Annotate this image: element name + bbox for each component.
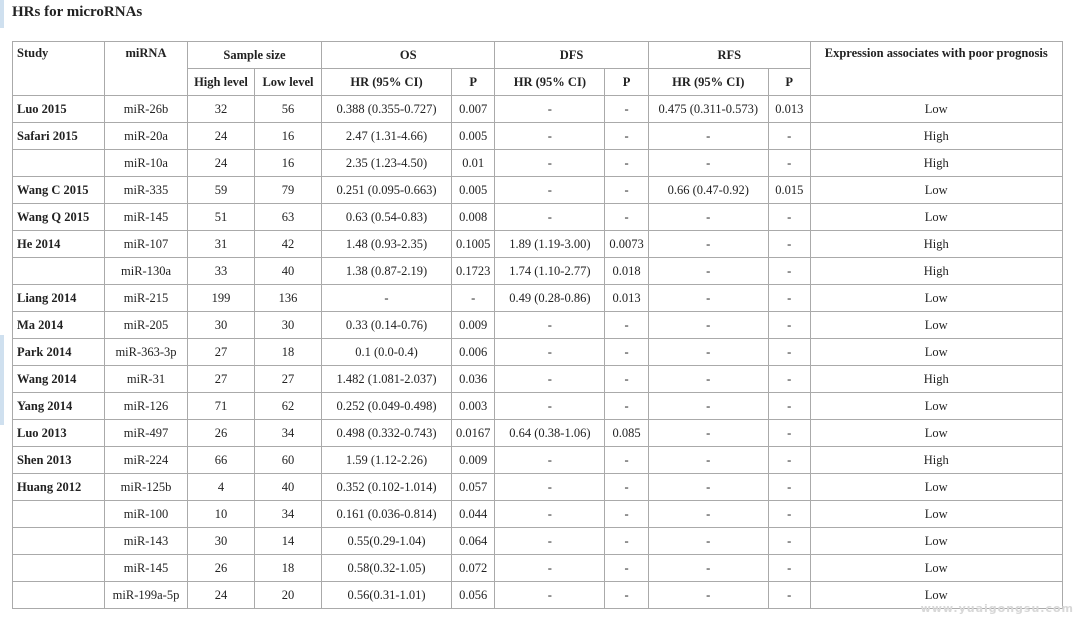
cell-dfs-p: -	[605, 366, 648, 393]
cell-rfs-hr: -	[648, 555, 768, 582]
cell-rfs-p: -	[768, 204, 810, 231]
cell-os-p: 0.072	[452, 555, 495, 582]
cell-study: Wang Q 2015	[13, 204, 105, 231]
cell-low-level: 18	[255, 555, 322, 582]
cell-study: He 2014	[13, 231, 105, 258]
cell-high-level: 26	[188, 420, 255, 447]
side-margin-mark	[0, 335, 4, 425]
cell-rfs-hr: -	[648, 339, 768, 366]
cell-high-level: 51	[188, 204, 255, 231]
cell-low-level: 42	[255, 231, 322, 258]
cell-rfs-p: -	[768, 366, 810, 393]
cell-study: Yang 2014	[13, 393, 105, 420]
cell-low-level: 18	[255, 339, 322, 366]
cell-high-level: 30	[188, 312, 255, 339]
table-row	[13, 366, 1063, 393]
cell-rfs-hr: -	[648, 258, 768, 285]
cell-mirna: miR-31	[105, 366, 188, 393]
cell-os-hr: 0.498 (0.332-0.743)	[322, 420, 452, 447]
cell-expression: Low	[810, 393, 1062, 420]
cell-rfs-p: -	[768, 339, 810, 366]
cell-low-level: 136	[255, 285, 322, 312]
cell-study: Liang 2014	[13, 285, 105, 312]
cell-high-level: 31	[188, 231, 255, 258]
cell-expression: Low	[810, 177, 1062, 204]
cell-dfs-hr: -	[495, 96, 605, 123]
cell-high-level: 66	[188, 447, 255, 474]
table-row	[13, 204, 1063, 231]
cell-high-level: 32	[188, 96, 255, 123]
cell-dfs-p: -	[605, 501, 648, 528]
cell-rfs-p: 0.013	[768, 96, 810, 123]
cell-os-p: 0.1005	[452, 231, 495, 258]
cell-mirna: miR-10a	[105, 150, 188, 177]
header-dfs: DFS	[495, 42, 648, 69]
cell-rfs-hr: -	[648, 285, 768, 312]
cell-dfs-p: -	[605, 393, 648, 420]
header-expression: Expression associates with poor prognosis	[810, 42, 1062, 96]
cell-rfs-hr: -	[648, 123, 768, 150]
cell-rfs-hr: -	[648, 204, 768, 231]
cell-mirna: miR-215	[105, 285, 188, 312]
table-row	[13, 582, 1063, 609]
cell-rfs-p: -	[768, 528, 810, 555]
cell-high-level: 10	[188, 501, 255, 528]
cell-rfs-hr: -	[648, 393, 768, 420]
header-sample-size: Sample size	[188, 42, 322, 69]
cell-dfs-hr: -	[495, 555, 605, 582]
cell-low-level: 14	[255, 528, 322, 555]
header-rfs: RFS	[648, 42, 810, 69]
table-row	[13, 447, 1063, 474]
cell-low-level: 40	[255, 258, 322, 285]
cell-study: Huang 2012	[13, 474, 105, 501]
cell-rfs-p: -	[768, 258, 810, 285]
cell-study: Wang 2014	[13, 366, 105, 393]
header-dfs-p: P	[605, 69, 648, 96]
cell-expression: Low	[810, 501, 1062, 528]
cell-dfs-hr: -	[495, 447, 605, 474]
cell-os-hr: 0.161 (0.036-0.814)	[322, 501, 452, 528]
cell-os-hr: 0.252 (0.049-0.498)	[322, 393, 452, 420]
cell-dfs-hr: -	[495, 312, 605, 339]
cell-dfs-p: 0.085	[605, 420, 648, 447]
cell-mirna: miR-363-3p	[105, 339, 188, 366]
cell-dfs-hr: -	[495, 474, 605, 501]
cell-study: Luo 2015	[13, 96, 105, 123]
cell-os-p: 0.0167	[452, 420, 495, 447]
cell-dfs-p: -	[605, 150, 648, 177]
cell-os-p: 0.1723	[452, 258, 495, 285]
cell-study: Ma 2014	[13, 312, 105, 339]
cell-low-level: 30	[255, 312, 322, 339]
cell-rfs-hr: -	[648, 447, 768, 474]
cell-study: Shen 2013	[13, 447, 105, 474]
table-row	[13, 258, 1063, 285]
cell-os-p: 0.064	[452, 528, 495, 555]
cell-dfs-hr: 1.89 (1.19-3.00)	[495, 231, 605, 258]
cell-os-p: 0.005	[452, 123, 495, 150]
cell-dfs-p: -	[605, 528, 648, 555]
cell-high-level: 27	[188, 339, 255, 366]
cell-high-level: 24	[188, 150, 255, 177]
cell-rfs-hr: 0.66 (0.47-0.92)	[648, 177, 768, 204]
header-study: Study	[13, 42, 105, 96]
cell-rfs-p: -	[768, 285, 810, 312]
table-row	[13, 123, 1063, 150]
table-row	[13, 285, 1063, 312]
cell-expression: High	[810, 150, 1062, 177]
cell-expression: High	[810, 366, 1062, 393]
cell-study	[13, 150, 105, 177]
table-row	[13, 555, 1063, 582]
cell-low-level: 34	[255, 420, 322, 447]
cell-expression: Low	[810, 285, 1062, 312]
table-row	[13, 177, 1063, 204]
cell-mirna: miR-143	[105, 528, 188, 555]
header-row-1	[13, 42, 1063, 69]
cell-expression: Low	[810, 528, 1062, 555]
cell-os-hr: 0.1 (0.0-0.4)	[322, 339, 452, 366]
cell-study	[13, 501, 105, 528]
cell-high-level: 71	[188, 393, 255, 420]
cell-low-level: 60	[255, 447, 322, 474]
cell-os-p: 0.01	[452, 150, 495, 177]
table-row	[13, 150, 1063, 177]
header-os: OS	[322, 42, 495, 69]
cell-study	[13, 258, 105, 285]
cell-study: Wang C 2015	[13, 177, 105, 204]
cell-expression: Low	[810, 555, 1062, 582]
cell-os-p: 0.006	[452, 339, 495, 366]
cell-os-hr: -	[322, 285, 452, 312]
header-os-p: P	[452, 69, 495, 96]
cell-low-level: 56	[255, 96, 322, 123]
cell-os-p: 0.008	[452, 204, 495, 231]
cell-os-hr: 0.352 (0.102-1.014)	[322, 474, 452, 501]
cell-low-level: 62	[255, 393, 322, 420]
table-row	[13, 339, 1063, 366]
cell-rfs-hr: -	[648, 501, 768, 528]
table-row	[13, 96, 1063, 123]
cell-expression: Low	[810, 420, 1062, 447]
cell-dfs-hr: -	[495, 501, 605, 528]
cell-rfs-hr: -	[648, 150, 768, 177]
cell-os-p: 0.036	[452, 366, 495, 393]
cell-mirna: miR-26b	[105, 96, 188, 123]
cell-dfs-hr: -	[495, 204, 605, 231]
cell-dfs-p: 0.013	[605, 285, 648, 312]
cell-dfs-hr: -	[495, 528, 605, 555]
cell-os-hr: 2.47 (1.31-4.66)	[322, 123, 452, 150]
cell-os-p: 0.056	[452, 582, 495, 609]
cell-os-hr: 2.35 (1.23-4.50)	[322, 150, 452, 177]
cell-expression: Low	[810, 474, 1062, 501]
cell-os-p: 0.057	[452, 474, 495, 501]
cell-rfs-hr: -	[648, 528, 768, 555]
cell-expression: High	[810, 447, 1062, 474]
cell-study	[13, 555, 105, 582]
cell-os-hr: 1.38 (0.87-2.19)	[322, 258, 452, 285]
cell-low-level: 16	[255, 150, 322, 177]
cell-dfs-hr: -	[495, 582, 605, 609]
cell-high-level: 59	[188, 177, 255, 204]
cell-dfs-p: 0.0073	[605, 231, 648, 258]
cell-mirna: miR-126	[105, 393, 188, 420]
cell-dfs-hr: -	[495, 177, 605, 204]
header-high-level: High level	[188, 69, 255, 96]
cell-os-hr: 0.58(0.32-1.05)	[322, 555, 452, 582]
header-low-level: Low level	[255, 69, 322, 96]
cell-rfs-p: -	[768, 447, 810, 474]
cell-dfs-p: -	[605, 339, 648, 366]
cell-rfs-p: -	[768, 501, 810, 528]
cell-high-level: 26	[188, 555, 255, 582]
cell-rfs-hr: -	[648, 474, 768, 501]
cell-high-level: 24	[188, 123, 255, 150]
cell-os-hr: 0.63 (0.54-0.83)	[322, 204, 452, 231]
cell-mirna: miR-497	[105, 420, 188, 447]
cell-rfs-hr: 0.475 (0.311-0.573)	[648, 96, 768, 123]
cell-rfs-hr: -	[648, 231, 768, 258]
cell-low-level: 63	[255, 204, 322, 231]
cell-dfs-hr: -	[495, 123, 605, 150]
cell-high-level: 199	[188, 285, 255, 312]
cell-rfs-hr: -	[648, 366, 768, 393]
cell-rfs-p: -	[768, 123, 810, 150]
header-dfs-hr: HR (95% CI)	[495, 69, 605, 96]
cell-dfs-p: 0.018	[605, 258, 648, 285]
cell-mirna: miR-20a	[105, 123, 188, 150]
cell-os-hr: 1.482 (1.081-2.037)	[322, 366, 452, 393]
cell-low-level: 40	[255, 474, 322, 501]
header-mirna: miRNA	[105, 42, 188, 96]
cell-rfs-p: -	[768, 150, 810, 177]
cell-os-hr: 0.33 (0.14-0.76)	[322, 312, 452, 339]
cell-high-level: 4	[188, 474, 255, 501]
cell-dfs-p: -	[605, 177, 648, 204]
cell-dfs-hr: 1.74 (1.10-2.77)	[495, 258, 605, 285]
cell-rfs-p: 0.015	[768, 177, 810, 204]
cell-mirna: miR-130a	[105, 258, 188, 285]
cell-low-level: 79	[255, 177, 322, 204]
cell-rfs-p: -	[768, 393, 810, 420]
cell-dfs-p: -	[605, 123, 648, 150]
cell-os-p: 0.044	[452, 501, 495, 528]
cell-expression: Low	[810, 582, 1062, 609]
cell-mirna: miR-125b	[105, 474, 188, 501]
cell-study: Safari 2015	[13, 123, 105, 150]
cell-study	[13, 528, 105, 555]
cell-dfs-p: -	[605, 474, 648, 501]
cell-os-hr: 0.55(0.29-1.04)	[322, 528, 452, 555]
cell-high-level: 30	[188, 528, 255, 555]
cell-dfs-p: -	[605, 96, 648, 123]
cell-mirna: miR-224	[105, 447, 188, 474]
cell-high-level: 33	[188, 258, 255, 285]
cell-mirna: miR-199a-5p	[105, 582, 188, 609]
cell-mirna: miR-205	[105, 312, 188, 339]
cell-expression: High	[810, 231, 1062, 258]
table-body	[13, 96, 1063, 609]
cell-os-p: -	[452, 285, 495, 312]
cell-study: Park 2014	[13, 339, 105, 366]
cell-rfs-hr: -	[648, 312, 768, 339]
cell-os-p: 0.009	[452, 447, 495, 474]
cell-expression: High	[810, 258, 1062, 285]
cell-rfs-p: -	[768, 420, 810, 447]
cell-high-level: 27	[188, 366, 255, 393]
cell-rfs-p: -	[768, 555, 810, 582]
cell-rfs-hr: -	[648, 582, 768, 609]
cell-rfs-hr: -	[648, 420, 768, 447]
cell-dfs-p: -	[605, 204, 648, 231]
side-margin-mark	[0, 0, 4, 28]
table-row	[13, 231, 1063, 258]
cell-study: Luo 2013	[13, 420, 105, 447]
cell-rfs-p: -	[768, 582, 810, 609]
table-row	[13, 528, 1063, 555]
page-title: HRs for microRNAs	[12, 4, 143, 20]
cell-rfs-p: -	[768, 312, 810, 339]
cell-dfs-p: -	[605, 555, 648, 582]
cell-low-level: 16	[255, 123, 322, 150]
cell-mirna: miR-145	[105, 555, 188, 582]
cell-rfs-p: -	[768, 474, 810, 501]
cell-dfs-hr: 0.64 (0.38-1.06)	[495, 420, 605, 447]
cell-study	[13, 582, 105, 609]
watermark: www.yuaigongsu.com	[920, 602, 1074, 615]
cell-dfs-hr: -	[495, 393, 605, 420]
cell-low-level: 34	[255, 501, 322, 528]
cell-high-level: 24	[188, 582, 255, 609]
cell-os-hr: 1.59 (1.12-2.26)	[322, 447, 452, 474]
table-row	[13, 420, 1063, 447]
cell-expression: Low	[810, 204, 1062, 231]
cell-mirna: miR-335	[105, 177, 188, 204]
cell-expression: Low	[810, 339, 1062, 366]
cell-dfs-hr: -	[495, 366, 605, 393]
cell-expression: Low	[810, 312, 1062, 339]
cell-low-level: 20	[255, 582, 322, 609]
cell-dfs-p: -	[605, 447, 648, 474]
header-os-hr: HR (95% CI)	[322, 69, 452, 96]
cell-dfs-p: -	[605, 582, 648, 609]
cell-mirna: miR-107	[105, 231, 188, 258]
cell-dfs-hr: -	[495, 339, 605, 366]
cell-mirna: miR-100	[105, 501, 188, 528]
cell-mirna: miR-145	[105, 204, 188, 231]
cell-rfs-p: -	[768, 231, 810, 258]
cell-os-p: 0.003	[452, 393, 495, 420]
cell-os-hr: 0.251 (0.095-0.663)	[322, 177, 452, 204]
cell-expression: High	[810, 123, 1062, 150]
hr-table	[12, 41, 1063, 609]
cell-os-hr: 0.56(0.31-1.01)	[322, 582, 452, 609]
cell-os-p: 0.007	[452, 96, 495, 123]
cell-expression: Low	[810, 96, 1062, 123]
table-row	[13, 393, 1063, 420]
cell-os-p: 0.005	[452, 177, 495, 204]
table-row	[13, 474, 1063, 501]
cell-dfs-p: -	[605, 312, 648, 339]
cell-dfs-hr: 0.49 (0.28-0.86)	[495, 285, 605, 312]
table-row	[13, 501, 1063, 528]
header-rfs-p: P	[768, 69, 810, 96]
cell-os-hr: 1.48 (0.93-2.35)	[322, 231, 452, 258]
header-rfs-hr: HR (95% CI)	[648, 69, 768, 96]
cell-os-hr: 0.388 (0.355-0.727)	[322, 96, 452, 123]
table-row	[13, 312, 1063, 339]
cell-low-level: 27	[255, 366, 322, 393]
cell-dfs-hr: -	[495, 150, 605, 177]
cell-os-p: 0.009	[452, 312, 495, 339]
